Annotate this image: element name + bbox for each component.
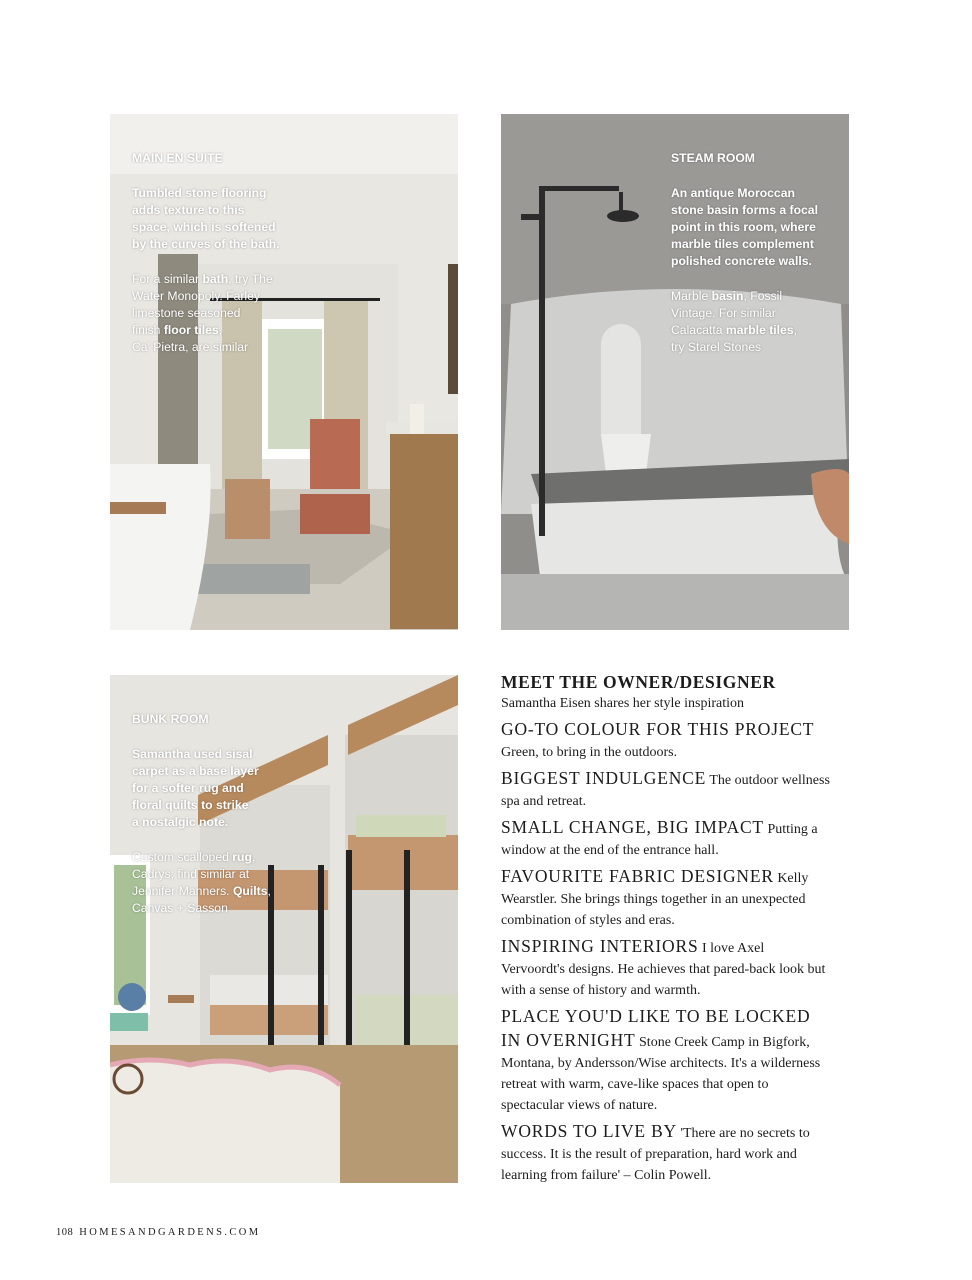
caption-text: , Ca' Pietra, are similar bbox=[132, 323, 249, 355]
qa-answer: The outdoor wellness spa and retreat. bbox=[501, 773, 830, 809]
page-footer bbox=[56, 1227, 261, 1238]
caption-lead: Samantha used sisal carpet as a base layer for a softer rug and floral quilts to strike a nostalgic note. bbox=[132, 746, 259, 830]
caption-title: MAIN EN SUITE bbox=[132, 151, 223, 166]
qa-answer: Green, to bring in the outdoors. bbox=[501, 745, 678, 760]
caption-product: bath bbox=[202, 271, 229, 286]
qa-item bbox=[501, 1120, 831, 1186]
caption-title: BUNK ROOM bbox=[132, 712, 209, 727]
qa-question: WORDS TO LIVE BY bbox=[501, 1121, 677, 1141]
qa-answer: I love Axel Vervoordt's designs. He achieves that pared-back look but with a sense of history and warmth. bbox=[501, 941, 826, 998]
caption-text: For a similar bbox=[132, 271, 203, 286]
qa-question: SMALL CHANGE, BIG IMPACT bbox=[501, 817, 764, 837]
caption-text: , Fossil Vintage. For similar Calacatta bbox=[671, 288, 783, 338]
caption-body bbox=[132, 271, 332, 357]
caption-text: , try The Water Monopoly. Farley limestone seasoned finish bbox=[132, 271, 273, 338]
caption-product: rug bbox=[232, 849, 252, 864]
qa-answer: Putting a window at the end of the entrance hall. bbox=[501, 822, 818, 858]
qa-question: PLACE YOU'D LIKE TO BE LOCKED IN OVERNIGHT bbox=[501, 1006, 811, 1050]
qa-item bbox=[501, 865, 831, 931]
caption-text: , try Starel Stones bbox=[671, 323, 798, 355]
caption-product: Quilts bbox=[232, 884, 268, 899]
caption-body bbox=[132, 849, 312, 918]
qa-heading: MEET THE OWNER/DESIGNER bbox=[501, 672, 776, 692]
caption-product: basin bbox=[711, 288, 744, 303]
qa-question: INSPIRING INTERIORS bbox=[501, 936, 699, 956]
caption-bunk-room bbox=[132, 694, 312, 935]
site-url[interactable]: HOMESANDGARDENS.COM bbox=[79, 1227, 261, 1238]
caption-text: Marble bbox=[671, 288, 712, 303]
caption-steam-room bbox=[671, 133, 841, 374]
qa-question: BIGGEST INDULGENCE bbox=[501, 768, 707, 788]
caption-body bbox=[671, 288, 841, 357]
caption-lead: Tumbled stone flooring adds texture to this space, which is softened by the curves of the bath. bbox=[132, 185, 280, 252]
qa-item bbox=[501, 1005, 831, 1116]
qa-answer: Stone Creek Camp in Bigfork, Montana, by Andersson/Wise architects. It's a wilderness retreat with warm, cave-like spaces that open to spectacular views of nature. bbox=[501, 1035, 821, 1113]
caption-title: STEAM ROOM bbox=[671, 151, 755, 166]
caption-main-en-suite bbox=[132, 133, 332, 374]
qa-question: FAVOURITE FABRIC DESIGNER bbox=[501, 866, 774, 886]
qa-item bbox=[501, 816, 831, 861]
caption-product: marble tiles bbox=[725, 323, 794, 338]
qa-item bbox=[501, 935, 831, 1001]
page-number: 108 bbox=[56, 1227, 74, 1238]
qa-answer: 'There are no secrets to success. It is the result of preparation, hard work and learning from failure' – Colin Powell. bbox=[501, 1126, 810, 1183]
caption-lead: An antique Moroccan stone basin forms a focal point in this room, where marble tiles complement polished concrete walls. bbox=[671, 185, 818, 269]
caption-text: , Canvas + Sasson bbox=[132, 884, 271, 916]
owner-qa-section bbox=[501, 670, 831, 1190]
qa-item bbox=[501, 718, 831, 763]
qa-item bbox=[501, 767, 831, 812]
qa-subheading: Samantha Eisen shares her style inspiration bbox=[501, 696, 744, 711]
qa-question: GO-TO COLOUR FOR THIS PROJECT bbox=[501, 719, 815, 739]
qa-answer: Kelly Wearstler. She brings things together in an unexpected combination of styles and eras. bbox=[501, 871, 809, 928]
caption-product: floor tiles bbox=[163, 323, 219, 338]
caption-text: Custom scalloped bbox=[132, 849, 233, 864]
caption-text: , Cadrys; find similar at Jennifer Manners. bbox=[132, 849, 256, 899]
